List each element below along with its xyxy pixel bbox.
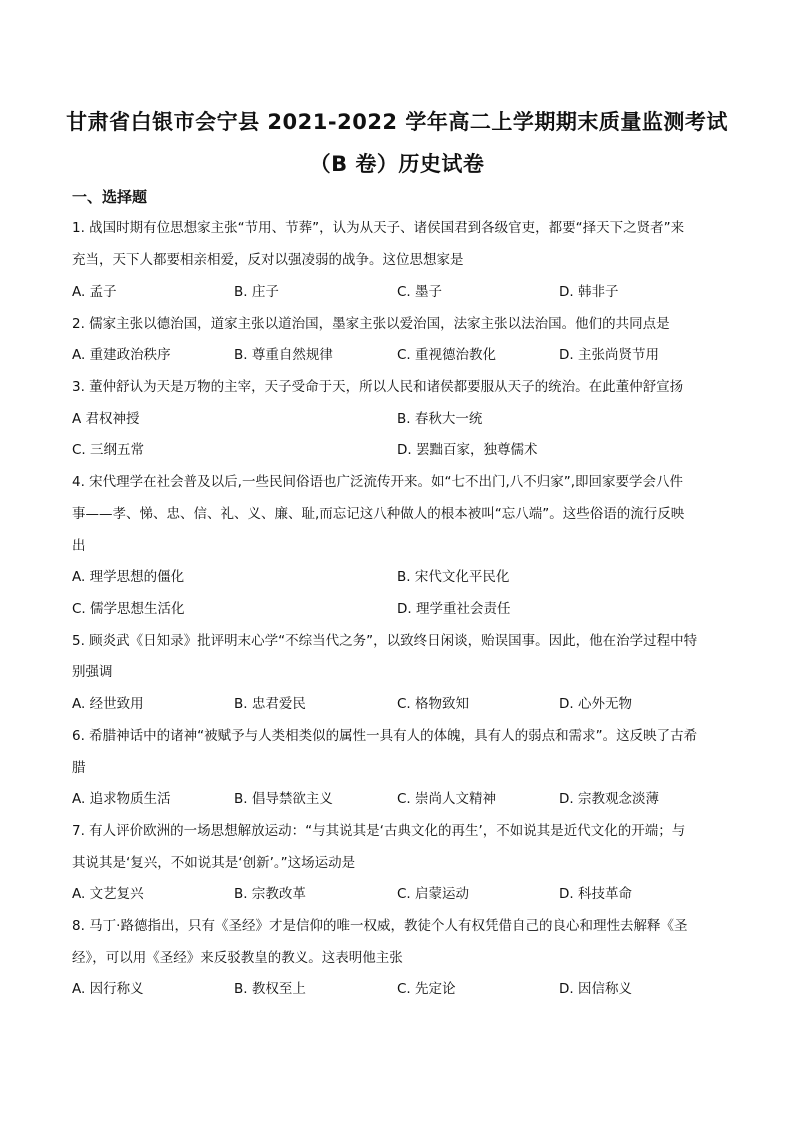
option-a[interactable]: A. 理学思想的僵化	[72, 569, 185, 585]
question-text-line: 7. 有人评价欧洲的一场思想解放运动：“与其说其是‘古典文化的再生’，不如说其是近代文化的开端；与	[72, 823, 686, 839]
question-text-line: 充当，天下人都要相亲相爱，反对以强凌弱的战争。这位思想家是	[72, 252, 464, 268]
question-text-line: 别强调	[72, 664, 113, 680]
option-d[interactable]: D. 宗教观念淡薄	[559, 791, 659, 807]
option-d[interactable]: D. 心外无物	[559, 696, 632, 712]
option-a[interactable]: A. 追求物质生活	[72, 791, 171, 807]
option-a[interactable]: A. 经世致用	[72, 696, 144, 712]
option-b[interactable]: B. 宋代文化平民化	[397, 569, 510, 585]
option-b[interactable]: B. 春秋大一统	[397, 411, 483, 427]
option-c[interactable]: C. 重视德治教化	[397, 347, 497, 363]
option-b[interactable]: B. 庄子	[234, 284, 279, 300]
question-text-line: 事——孝、悌、忠、信、礼、义、廉、耻,而忘记这八种做人的根本被叫“忘八端”。这些俗语的流行反映	[72, 506, 685, 522]
option-d[interactable]: D. 主张尚贤节用	[559, 347, 659, 363]
option-d[interactable]: D. 韩非子	[559, 284, 619, 300]
question-text-line: 6. 希腊神话中的诸神“被赋予与人类相类似的属性一具有人的体魄，具有人的弱点和需求”。这反映了古希	[72, 728, 698, 744]
option-a[interactable]: A. 因行称义	[72, 981, 144, 997]
question-text-line: 8. 马丁·路德指出，只有《圣经》才是信仰的唯一权威，教徒个人有权凭借自己的良心和理性去解释《圣	[72, 918, 688, 934]
question-text-line: 其说其是‘复兴，不如说其是‘创新’。”这场运动是	[72, 855, 356, 871]
question-text-line: 腊	[72, 760, 86, 776]
option-c[interactable]: C. 格物致知	[397, 696, 470, 712]
question-text-line: 3. 董仲舒认为天是万物的主宰，天子受命于天，所以人民和诸侯都要服从天子的统治。在此董仲舒宣扬	[72, 379, 684, 395]
question-text-line: 1. 战国时期有位思想家主张“节用、节葬”，认为从天子、诸侯国君到各级官吏，都要“择天下之贤者”来	[72, 220, 685, 236]
option-c[interactable]: C. 崇尚人文精神	[397, 791, 497, 807]
option-b[interactable]: B. 忠君爱民	[234, 696, 306, 712]
question-text-line: 经》，可以用《圣经》来反驳教皇的教义。这表明他主张	[72, 950, 403, 966]
question-text-line: 5. 顾炎武《日知录》批评明末心学“不综当代之务”，以致终日闲谈，贻误国事。因此，他在治学过程中特	[72, 633, 698, 649]
option-b[interactable]: B. 尊重自然规律	[234, 347, 333, 363]
option-c[interactable]: C. 先定论	[397, 981, 456, 997]
option-d[interactable]: D. 罢黜百家，独尊儒术	[397, 442, 538, 458]
question-text-line: 2. 儒家主张以德治国，道家主张以道治国，墨家主张以爱治国，法家主张以法治国。他们的共同点是	[72, 316, 670, 332]
question-text-line: 出	[72, 538, 86, 554]
question-text-line: 4. 宋代理学在社会普及以后,一些民间俗语也广泛流传开来。如“七不出门,八不归家”,即回家要学会八件	[72, 474, 684, 490]
option-c[interactable]: C. 儒学思想生活化	[72, 601, 185, 617]
option-b[interactable]: B. 教权至上	[234, 981, 306, 997]
exam-title-line1: 甘肃省白银市会宁县 2021-2022 学年高二上学期期末质量监测考试	[66, 110, 728, 134]
section-heading: 一、选择题	[72, 188, 148, 206]
option-c[interactable]: C. 墨子	[397, 284, 443, 300]
option-a[interactable]: A 君权神授	[72, 411, 140, 427]
option-d[interactable]: D. 理学重社会责任	[397, 601, 511, 617]
option-a[interactable]: A. 重建政治秩序	[72, 347, 171, 363]
option-c[interactable]: C. 三纲五常	[72, 442, 145, 458]
option-a[interactable]: A. 文艺复兴	[72, 886, 144, 902]
option-d[interactable]: D. 科技革命	[559, 886, 632, 902]
option-c[interactable]: C. 启蒙运动	[397, 886, 470, 902]
option-d[interactable]: D. 因信称义	[559, 981, 632, 997]
option-a[interactable]: A. 孟子	[72, 284, 117, 300]
option-b[interactable]: B. 倡导禁欲主义	[234, 791, 333, 807]
exam-title-line2: （B 卷）历史试卷	[309, 152, 485, 176]
option-b[interactable]: B. 宗教改革	[234, 886, 306, 902]
